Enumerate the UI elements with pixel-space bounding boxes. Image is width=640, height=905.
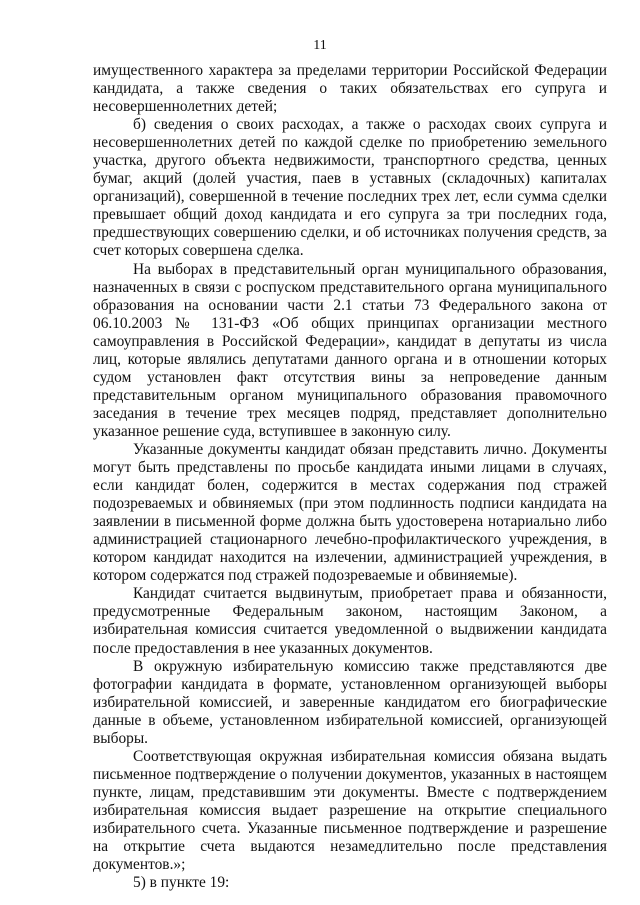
paragraph-continuation: имущественного характера за пределами территории Российской Федерации кандидата, а также сведения о таких обязательствах его супруга и несовершеннолетних детей; — [93, 62, 607, 116]
paragraph-representative-body-elections: На выборах в представительный орган муниципального образования, назначенных в связи с роспуском представительного органа муниципального образования на основании части 2.1 статьи 73 Федерального закона от 06.10.2003 № 131-ФЗ «Об общих принципах организации местного самоуправления в Российской Федерации», кандидат в депутаты из числа лиц, которые являлись депутатами данного органа и в отношении которых судом установлен факт отсутствия вины за непроведение данным представительным органом муниципального образования правомочного заседания в течение трех месяцев подряд, представляет дополнительно указанное решение суда, вступившее в законную силу. — [93, 260, 607, 440]
document-body — [93, 62, 607, 892]
paragraph-item-5: 5) в пункте 19: — [133, 874, 230, 892]
paragraph-written-confirmation: Соответствующая окружная избирательная комиссия обязана выдать письменное подтверждение о получении документов, указанных в настоящем пункте, лицам, представившим эти документы. Вместе с подтверждением избирательная комиссия выдает разрешение на открытие специального избирательного счета. Указанные письменное подтверждение и разрешение на открытие счета выдаются незамедлительно после представления документов.»; — [93, 747, 607, 874]
page-number: 11 — [313, 38, 327, 53]
paragraph-documents-in-person: Указанные документы кандидат обязан представить лично. Документы могут быть представлены по просьбе кандидата иными лицами в случаях, если кандидат болен, содержится в местах содержания под стражей подозреваемых и обвиняемых (при этом подлинность подписи кандидата на заявлении в письменной форме должна быть удостоверена нотариально либо администрацией стационарного лечебно-профилактического учреждения, в котором кандидат находится на излечении, администрацией учреждения, в котором содержатся под стражей подозреваемые и обвиняемые). — [93, 440, 607, 585]
paragraph-candidate-nominated: Кандидат считается выдвинутым, приобретает права и обязанности, предусмотренные Федеральным законом, настоящим Законом, а избирательная комиссия считается уведомленной о выдвижении кандидата после предоставления в нее указанных документов. — [93, 585, 607, 657]
paragraph-subitem-b: б) сведения о своих расходах, а также о расходах своих супруга и несовершеннолетних детей по каждой сделке по приобретению земельного участка, другого объекта недвижимости, транспортного средства, ценных бумаг, акций (долей участия, паев в уставных (складочных) капиталах организаций), совершенной в течение последних трех лет, если сумма сделки превышает общий доход кандидата и его супруга за три последних года, предшествующих совершению сделки, и об источниках получения средств, за счет которых совершена сделка. — [93, 116, 607, 260]
paragraph-photographs: В окружную избирательную комиссию также представляются две фотографии кандидата в формате, установленном организующей выборы избирательной комиссией, и заверенные кандидатом его биографические данные в объеме, установленном избирательной комиссией, организующей выборы. — [93, 657, 607, 747]
